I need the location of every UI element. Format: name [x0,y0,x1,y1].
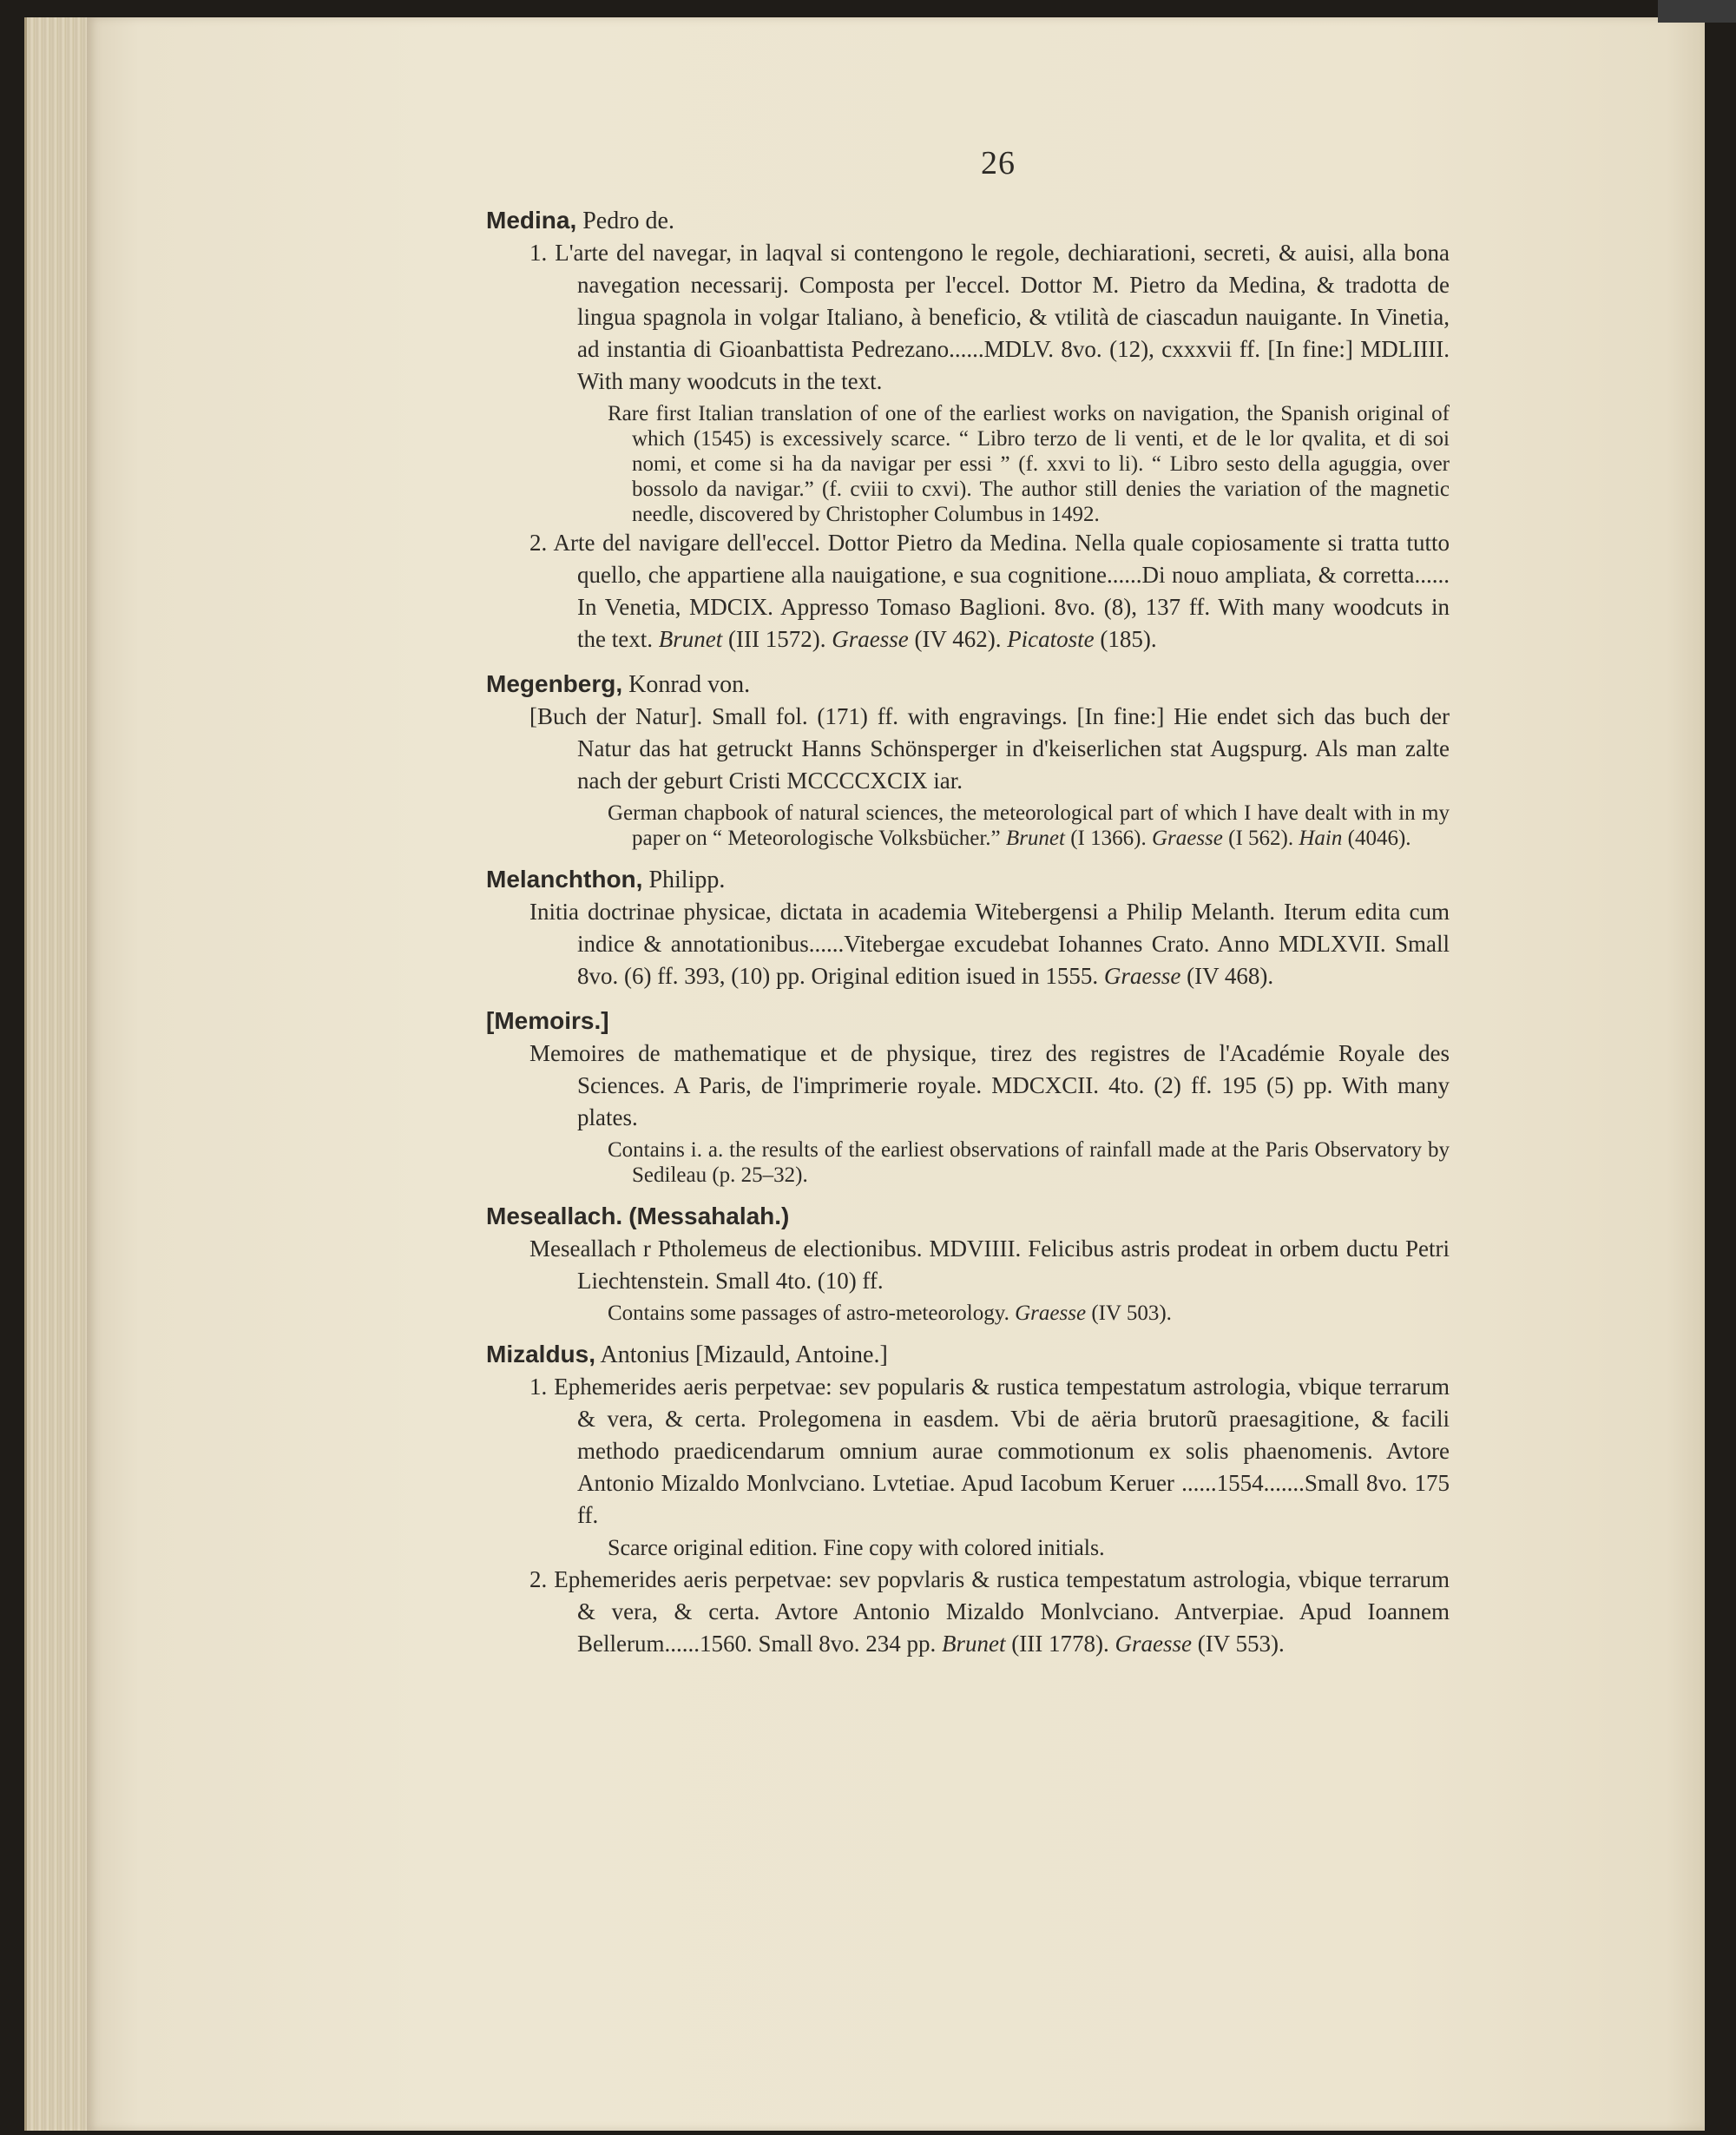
ref-title: Graesse [1115,1631,1192,1657]
item-note: Contains i. a. the results of the earliest observations of rainfall made at the Paris Observatory by Sedileau (p. 25–32). [608,1138,1450,1187]
entry-name: Meseallach. [486,1203,623,1229]
ref-title: Brunet [941,1631,1006,1657]
item-note: Rare first Italian translation of one of the earliest works on navigation, the Spanish original of which (1545) is excessively scarce. “ Libro terzo de li venti, et de le lor qvalita, et di soi nomi, et come si ha da navigar per essi ” (f. xxvi to li). “ Libro sesto della aguggia, over bossolo da navigar.” (f. cviii to cxvi). The author still denies the variation of the magnetic needle, discovered by Christopher Columbus in 1492. [608,402,1450,526]
entry-heading [486,863,1450,896]
note-text: German chapbook of natural sciences, the meteorological part of which I have dealt with in my paper on “ Meteorologische Volksbücher.” [608,801,1450,850]
page-edges [24,17,89,2131]
ref-title: Graesse [1015,1301,1087,1325]
entry-melanchthon [399,863,1450,992]
ref-volume: (IV 462). [914,626,1002,652]
entry-heading [486,1200,1450,1233]
entry-meseallach [399,1200,1450,1326]
ref-title: Graesse [832,626,909,652]
entry-memoirs [399,1005,1450,1188]
item-remark: Scarce original edition. Fine copy with colored initials. [608,1535,1105,1560]
entry-mizaldus [399,1338,1450,1660]
entry-item [529,701,1450,797]
entry-name: [Memoirs.] [486,1007,609,1034]
ref-volume: (I 1366). [1070,827,1147,850]
entry-medina [399,204,1450,656]
item-number: 1. [529,1374,548,1400]
ref-title: Brunet [658,626,723,652]
entry-name: Melanchthon, [486,866,643,893]
item-text: Meseallach r Ptholemeus de electionibus. MDVIIII. Felicibus astris prodeat in orbem ductu Petri Liechtenstein. Small 4to. (10) ff. [529,1236,1450,1294]
ref-volume: (IV 468). [1187,963,1274,989]
item-note [608,1301,1450,1326]
item-text: Ephemerides aeris perpetvae: sev popularis & rustica tempestatum astrologia, vbique terrarum & vera, & certa. Prolegomena in easdem. Vbi de aëria brutorũ praesagitione, & facili methodo praedicendarum omnium aurae commotionum ex solis phaenomenis. Avtore Antonio Mizaldo Monlvciano. Lvtetiae. Apud Iacobum Keruer ......1554.......Small 8vo. 175 ff. [554,1374,1450,1528]
ref-title: Hain [1299,827,1343,850]
item-number: 2. [529,530,548,556]
ref-volume: (III 1572). [727,626,826,652]
item-number: 1. [529,240,548,266]
entry-item [529,1038,1450,1134]
entry-heading [486,1005,1450,1038]
ref-title: Graesse [1151,827,1223,850]
entry-heading [486,1338,1450,1371]
ref-volume: (IV 553). [1197,1631,1285,1657]
ref-volume: (IV 503). [1091,1301,1172,1325]
entry-name: Mizaldus, [486,1341,596,1367]
entry-item [529,1233,1450,1297]
ref-volume: (I 562). [1228,827,1294,850]
ref-volume: (185). [1100,626,1157,652]
item-number: 2. [529,1566,548,1592]
entry-heading [486,204,1450,237]
ref-volume: (III 1778). [1011,1631,1109,1657]
entry-given-name: Konrad von. [628,671,751,698]
entry-item [529,237,1450,398]
ref-title: Graesse [1103,963,1181,989]
entry-item [529,1564,1450,1660]
note-text: Contains some passages of astro-meteorology. [608,1301,1009,1325]
entry-name: Medina, [486,207,577,234]
entry-given-name: Antonius [Mizauld, Antoine.] [600,1341,888,1368]
entry-given-name: Pedro de. [582,208,674,234]
entry-item [529,896,1450,992]
entry-heading [486,668,1450,701]
entry-item [529,1371,1450,1532]
ref-volume: (4046). [1347,827,1411,850]
entry-name: Megenberg, [486,670,623,697]
item-text: [Buch der Natur]. Small fol. (171) ff. with engravings. [In fine:] Hie endet sich das buch der Natur das hat getruckt Hanns Schönsperger in d'keiserlichen stat Augspurg. Als man zalte nach der geburt Cristi MCCCCXCIX iar. [529,703,1450,794]
item-text: Initia doctrinae physicae, dictata in academia Witebergensi a Philip Melanth. Iterum edita cum indice & annotationibus......Vitebergae excudebat Iohannes Crato. Anno MDLXVII. Small 8vo. (6) ff. 393, (10) pp. Original edition isued in 1555. [529,899,1450,989]
ref-title: Picatoste [1007,626,1095,652]
entry-given-name: Philipp. [648,867,726,893]
entry-megenberg [399,668,1450,851]
item-text: Arte del navigare dell'eccel. Dottor Pietro da Medina. Nella quale copiosamente si tratta tutto quello, che appartiene alla nauigatione, e sua cognitione......Di nouo ampliata, & corretta...... In Venetia, MDCIX. Appresso Tomaso Baglioni. 8vo. (8), 137 ff. With many woodcuts in the text. [553,530,1450,652]
ref-title: Brunet [1005,827,1065,850]
entry-given-name: (Messahalah.) [628,1203,790,1229]
page-number: 26 [981,145,1016,181]
scan-corner [1658,0,1736,23]
item-text: Ephemerides aeris perpetvae: sev popvlaris & rustica tempestatum astrologia, vbique terrarum & vera, & certa. Avtore Antonio Mizaldo Monlvciano. Antverpiae. Apud Ioannem Bellerum......1560. Small 8vo. 234 pp. [554,1566,1450,1657]
entry-item [529,527,1450,656]
item-note [608,801,1450,851]
item-text: Memoires de mathematique et de physique, tirez des registres de l'Académie Royale des Sciences. A Paris, de l'imprimerie royale. MDCXCII. 4to. (2) ff. 195 (5) pp. With many plates. [529,1040,1450,1130]
page-content [399,145,1450,1660]
item-text: L'arte del navegar, in laqval si contengono le regole, dechiarationi, secreti, & auisi, alla bona navegation necessarij. Composta per l'eccel. Dottor M. Pietro da Medina, & tradotta de lingua spagnola in volgar Italiano, à beneficio, & vtilità de ciascadun nauigante. In Vinetia, ad instantia di Gioanbattista Pedrezano......MDLV. 8vo. (12), cxxxvii ff. [In fine:] MDLIIII. With many woodcuts in the text. [555,240,1450,394]
